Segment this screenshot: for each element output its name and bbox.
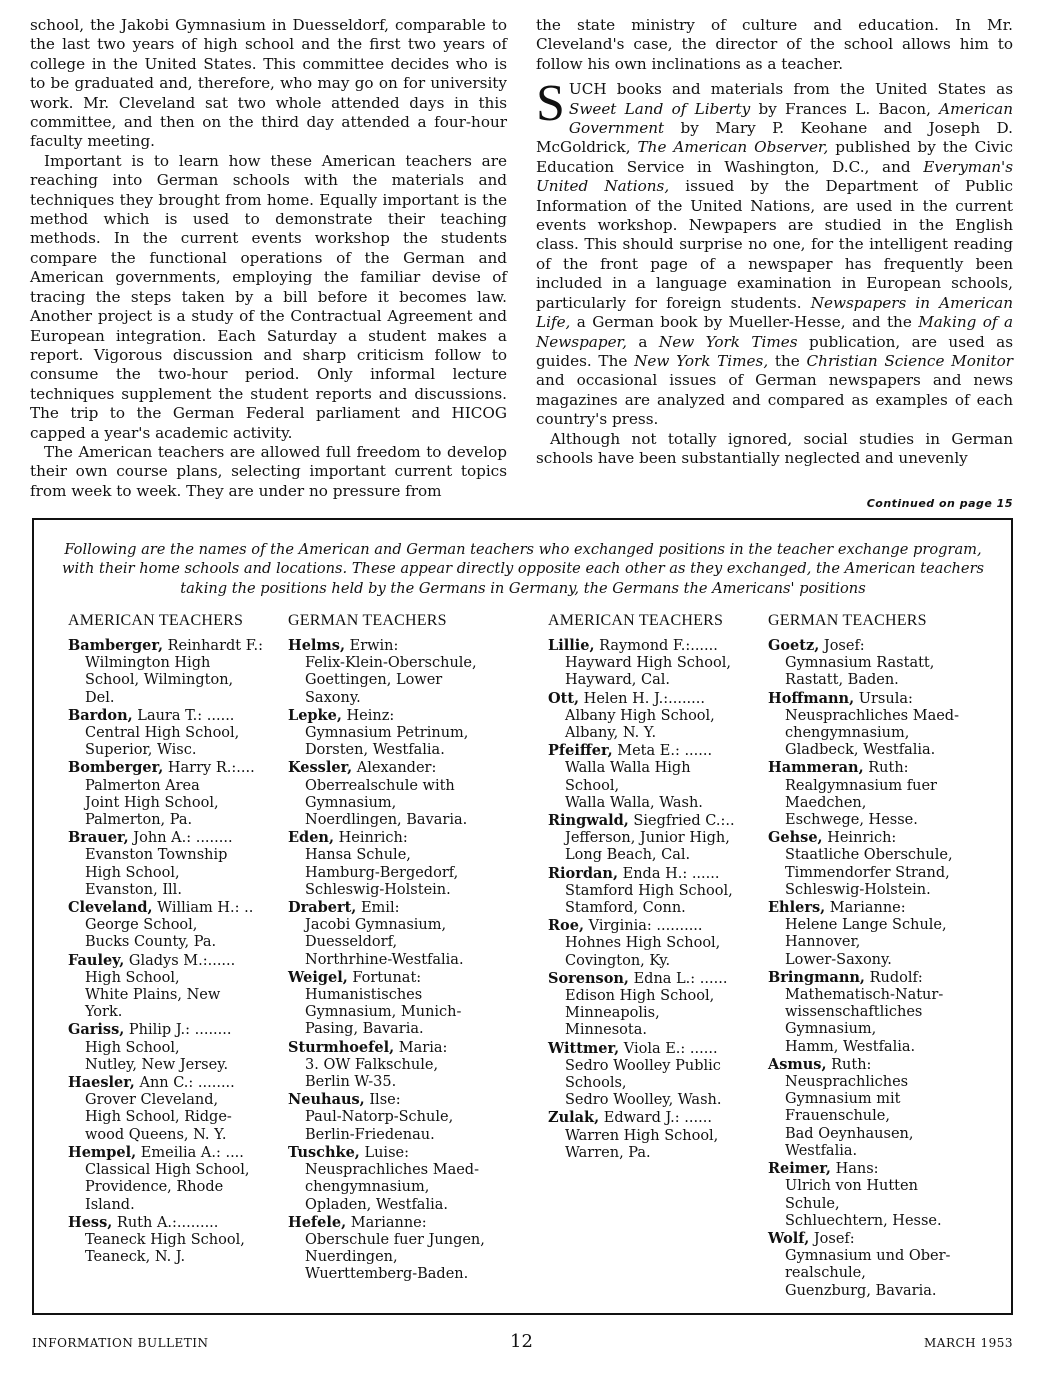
german-teachers-column-2 [768, 612, 959, 1300]
teacher-name [288, 1144, 485, 1162]
german-teachers-header: GERMAN TEACHERS [288, 612, 447, 629]
teacher-name [68, 1074, 263, 1092]
school-location-line: Nutley, New Jersey. [85, 1056, 229, 1073]
teacher-surname: Goetz, [768, 637, 820, 654]
teacher-given-name: Ann C.: ........ [134, 1075, 235, 1092]
school-location-line: Evanston, Ill. [85, 881, 182, 898]
teacher-name [768, 899, 959, 917]
teacher-name [548, 1109, 735, 1127]
school-location-line: Rastatt, Baden. [785, 672, 899, 689]
teacher-name [68, 899, 263, 917]
teacher-given-name: Siegfried C.:.. [628, 813, 735, 830]
teacher-name [68, 707, 263, 725]
school-location-line: Neusprachliches [785, 1074, 909, 1091]
teacher-entry [288, 759, 485, 829]
teacher-given-name: Heinrich: [334, 830, 408, 847]
teacher-name [288, 899, 485, 917]
teacher-name [68, 759, 263, 777]
teacher-given-name: Enda H.: ...... [618, 865, 720, 882]
school-location-line: Saxony. [305, 689, 361, 706]
school-location-line: Oberrealschule with [305, 777, 455, 794]
teacher-entry [288, 707, 485, 760]
teacher-surname: Hess, [68, 1213, 113, 1231]
teacher-name [288, 637, 485, 655]
teacher-name [548, 690, 735, 708]
teacher-surname: Zulak, [548, 1109, 600, 1127]
school-location-line: Pasing, Bavaria. [305, 1021, 424, 1038]
school-location-line: Schleswig-Holstein. [785, 881, 931, 898]
teacher-name [68, 1144, 263, 1162]
school-location-line: Superior, Wisc. [85, 742, 197, 759]
teacher-name [548, 970, 735, 988]
school-location-line: York. [85, 1004, 123, 1021]
school-location-line: High School, [85, 864, 180, 881]
teacher-entry [68, 1074, 263, 1144]
teacher-surname: Roe, [548, 917, 584, 935]
teacher-name [548, 637, 735, 655]
school-location-line: High School, [85, 1039, 180, 1056]
teacher-name [288, 969, 485, 987]
school-location-line: Island. [85, 1196, 135, 1213]
teacher-given-name: Meta E.: ...... [612, 743, 713, 760]
teacher-entry [68, 759, 263, 829]
teacher-surname: Hempel, [68, 1143, 137, 1161]
teacher-surname: Eden, [288, 829, 335, 847]
continued-note: Continued on page 15 [866, 497, 1013, 510]
teacher-given-name: Gladys M.:...... [124, 952, 236, 969]
school-location-line: Palmerton, Pa. [85, 812, 193, 829]
teacher-surname: Bomberger, [68, 759, 164, 777]
teacher-given-name: Philip J.: ........ [124, 1022, 232, 1039]
teacher-surname: Wolf, [768, 1229, 810, 1247]
school-location-line: Schluechtern, Hesse. [785, 1212, 942, 1229]
teacher-name [768, 690, 959, 708]
teacher-entry [288, 1144, 485, 1214]
teacher-surname: Hefele, [288, 1213, 347, 1231]
teacher-entry [548, 865, 735, 918]
teacher-given-name: Luise: [359, 1144, 409, 1161]
school-location-line: Timmendorfer Strand, [785, 864, 950, 881]
school-location-line: Wuerttemberg-Baden. [305, 1266, 469, 1283]
teacher-surname: Sturmhoefel, [288, 1038, 395, 1056]
teacher-entry [68, 899, 263, 952]
school-location-line: Sedro Woolley, Wash. [565, 1092, 722, 1109]
school-location-line: 3. OW Falkschule, [305, 1056, 439, 1073]
american-teachers-column-2 [548, 612, 735, 1162]
school-location-line: Gymnasium mit [785, 1091, 901, 1108]
teacher-surname: Gariss, [68, 1021, 125, 1039]
teacher-entry [768, 829, 959, 899]
school-location-line: Walla Walla High [565, 760, 691, 777]
teacher-given-name: Josef: [809, 1230, 855, 1247]
teacher-surname: Wittmer, [548, 1039, 620, 1057]
school-location-line: Neusprachliches Maed- [305, 1162, 479, 1179]
teacher-surname: Ringwald, [548, 812, 629, 830]
school-location-line: Stamford High School, [565, 882, 733, 899]
school-location-line: Long Beach, Cal. [565, 847, 691, 864]
teacher-name [768, 1056, 959, 1074]
teacher-entry [288, 829, 485, 899]
teacher-name [768, 1230, 959, 1248]
school-location-line: Teaneck, N. J. [85, 1249, 186, 1266]
teacher-surname: Cleveland, [68, 899, 153, 917]
school-location-line: Jefferson, Junior High, [565, 830, 730, 847]
teacher-entry [68, 707, 263, 760]
school-location-line: Minneapolis, [565, 1005, 660, 1022]
school-location-line: wood Queens, N. Y. [85, 1126, 227, 1143]
publication-name: INFORMATION BULLETIN [32, 1336, 209, 1350]
school-location-line: Hannover, [785, 934, 861, 951]
school-location-line: Stamford, Conn. [565, 900, 686, 917]
teacher-surname: Neuhaus, [288, 1091, 365, 1109]
german-teachers-header: GERMAN TEACHERS [768, 612, 927, 629]
school-location-line: Westfalia. [785, 1142, 858, 1159]
school-location-line: Staatliche Oberschule, [785, 847, 953, 864]
teacher-entry [548, 637, 735, 690]
school-location-line: Noerdlingen, Bavaria. [305, 812, 468, 829]
teacher-entry [288, 969, 485, 1039]
teacher-entry [68, 1214, 263, 1267]
school-location-line: White Plains, New [85, 987, 221, 1004]
teacher-given-name: Ruth: [826, 1056, 872, 1073]
teacher-entry [768, 1056, 959, 1160]
school-location-line: Gymnasium, [785, 1021, 877, 1038]
teacher-given-name: Rudolf: [864, 969, 923, 986]
teacher-entry [548, 812, 735, 865]
teacher-surname: Gehse, [768, 829, 823, 847]
teacher-name [768, 1160, 959, 1178]
teacher-given-name: Hans: [830, 1161, 879, 1178]
teacher-surname: Tuschke, [288, 1143, 360, 1161]
teacher-given-name: Emeilia A.: .... [136, 1144, 244, 1161]
teacher-surname: Weigel, [288, 968, 348, 986]
teacher-given-name: Heinz: [341, 707, 395, 724]
teacher-surname: Reimer, [768, 1160, 831, 1178]
teacher-name [548, 917, 735, 935]
teacher-name [548, 812, 735, 830]
teacher-given-name: William H.: .. [152, 900, 254, 917]
school-location-line: chengymnasium, [785, 725, 910, 742]
school-location-line: realschule, [785, 1265, 866, 1282]
teacher-surname: Bardon, [68, 706, 133, 724]
school-location-line: Hayward, Cal. [565, 672, 670, 689]
school-location-line: Gymnasium, Munich- [305, 1004, 462, 1021]
teacher-surname: Brauer, [68, 829, 129, 847]
school-location-line: Felix-Klein-Oberschule, [305, 655, 477, 672]
german-teachers-column-1 [288, 612, 485, 1284]
teacher-entry [548, 970, 735, 1040]
school-location-line: Providence, Rhode [85, 1179, 224, 1196]
article-column-right [536, 16, 1013, 468]
teacher-name [288, 1039, 485, 1057]
teacher-surname: Haesler, [68, 1074, 135, 1092]
teacher-entry [288, 899, 485, 969]
school-location-line: Duesseldorf, [305, 934, 398, 951]
school-location-line: Guenzburg, Bavaria. [785, 1282, 937, 1299]
school-location-line: School, [565, 777, 620, 794]
school-location-line: Dorsten, Westfalia. [305, 742, 445, 759]
teacher-name [68, 1214, 263, 1232]
school-location-line: Frauenschule, [785, 1108, 890, 1125]
teacher-given-name: Reinhardt F.: [163, 638, 264, 654]
school-location-line: Bucks County, Pa. [85, 934, 217, 951]
teacher-given-name: Fortunat: [347, 969, 422, 986]
teacher-entry [288, 1091, 485, 1144]
school-location-line: Wilmington High [85, 655, 211, 672]
teacher-surname: Sorenson, [548, 969, 629, 987]
teacher-surname: Hammeran, [768, 759, 864, 777]
teacher-entry [548, 1109, 735, 1162]
teacher-entry [548, 1040, 735, 1110]
teacher-name [68, 952, 263, 970]
school-location-line: Lower-Saxony. [785, 951, 892, 968]
school-location-line: Jacobi Gymnasium, [305, 917, 447, 934]
school-location-line: Helene Lange Schule, [785, 917, 947, 934]
teacher-name [768, 759, 959, 777]
article-paragraph: Although not totally ignored, social studies in German schools have been substantially neglected and unevenly [536, 429, 1013, 467]
article-paragraph: school, the Jakobi Gymnasium in Duesseldorf, comparable to the last two years of high school and the first two years of college in the United States. This committee decides who is to be graduated and, therefore, who may go on for university work. Mr. Cleveland sat two whole attended days in this committee, and then on the third day attended a four-hour faculty meeting. [30, 16, 507, 151]
teacher-name [288, 759, 485, 777]
school-location-line: Humanistisches [305, 987, 423, 1004]
teacher-name [288, 707, 485, 725]
american-teachers-column-1 [68, 612, 263, 1266]
school-location-line: Mathematisch-Natur- [785, 987, 944, 1004]
teacher-given-name: Heinrich: [822, 830, 897, 847]
school-location-line: Gladbeck, Westfalia. [785, 742, 936, 759]
teacher-entry [68, 1144, 263, 1214]
teacher-entry [548, 690, 735, 743]
teacher-entry [68, 829, 263, 899]
teacher-given-name: Ruth A.:......... [112, 1214, 219, 1231]
teacher-surname: Pfeiffer, [548, 742, 613, 760]
teacher-entry [288, 637, 485, 707]
issue-date: MARCH 1953 [924, 1336, 1013, 1350]
teacher-given-name: Marianne: [346, 1214, 427, 1231]
school-location-line: Gymnasium Rastatt, [785, 655, 935, 672]
teacher-given-name: Ilse: [364, 1092, 401, 1109]
article-paragraph: The American teachers are allowed full freedom to develop their own course plans, selecting important current topics from week to week. They are under no pressure from [30, 442, 507, 500]
dropcap-paragraph-text: UCH books and materials from the United States as Sweet Land of Liberty by Frances L. Bacon, American Government by Mary P. Keohane and Joseph D. McGoldrick, The American Observer, published by the Civic Education Service in Washington, D.C., and Everyman's United Nations, issued by the Department of Public Information of the United Nations, are used in the current events workshop. Newpapers are studied in the English class. This should surprise no one, for the intelligent reading of the front page of a newspaper has frequently been included in a language examination in European schools, particularly for foreign students. Newspapers in American Life, a German book by Mueller-Hesse, and the Making of a Newspaper, a New York Times publication, are used as guides. The New York Times, the Christian Science Monitor and occasional issues of German newspapers and news magazines are analyzed and compared as examples of each country's press. [536, 80, 1014, 429]
teacher-entry [548, 917, 735, 970]
school-location-line: chengymnasium, [305, 1179, 430, 1196]
school-location-line: Neusprachliches Maed- [785, 707, 959, 724]
school-location-line: Evanston Township [85, 847, 228, 864]
drop-cap-letter: S [536, 75, 565, 133]
teacher-name [68, 1021, 263, 1039]
teacher-surname: Bringmann, [768, 968, 865, 986]
school-location-line: Hamburg-Bergedorf, [305, 864, 459, 881]
school-location-line: Albany, N. Y. [565, 725, 657, 742]
school-location-line: Teaneck High School, [85, 1231, 245, 1248]
teacher-entry [548, 742, 735, 812]
teacher-name [548, 742, 735, 760]
teacher-exchange-box [32, 518, 1013, 1315]
teacher-entry [768, 969, 959, 1056]
teacher-surname: Lepke, [288, 706, 342, 724]
school-location-line: Gymnasium Petrinum, [305, 725, 469, 742]
teacher-entry [768, 637, 959, 690]
school-location-line: George School, [85, 917, 198, 934]
school-location-line: Edison High School, [565, 988, 715, 1005]
school-location-line: Joint High School, [85, 794, 219, 811]
teacher-given-name: Ruth: [863, 760, 909, 777]
teacher-name [548, 865, 735, 883]
teacher-entry [68, 637, 263, 707]
school-location-line: Palmerton Area [85, 777, 200, 794]
school-location-line: Schools, [565, 1075, 627, 1092]
teacher-entry [768, 690, 959, 760]
school-location-line: Oberschule fuer Jungen, [305, 1231, 485, 1248]
school-location-line: Grover Cleveland, [85, 1092, 219, 1109]
school-location-line: Berlin W-35. [305, 1074, 397, 1091]
teacher-given-name: Erwin: [345, 638, 399, 654]
school-location-line: Minnesota. [565, 1022, 647, 1039]
teacher-name [68, 829, 263, 847]
teacher-given-name: Helen H. J.:........ [579, 690, 705, 707]
teacher-name [768, 969, 959, 987]
teacher-entry [288, 1214, 485, 1284]
school-location-line: Opladen, Westfalia. [305, 1196, 448, 1213]
school-location-line: Ulrich von Hutten [785, 1178, 918, 1195]
teacher-surname: Asmus, [768, 1055, 827, 1073]
teacher-surname: Riordan, [548, 864, 618, 882]
teacher-given-name: Josef: [819, 638, 865, 654]
school-location-line: Gymnasium und Ober- [785, 1248, 951, 1265]
school-location-line: Nuerdingen, [305, 1249, 398, 1266]
school-location-line: Gymnasium, [305, 794, 397, 811]
school-location-line: Hansa Schule, [305, 847, 411, 864]
teacher-surname: Hoffmann, [768, 689, 855, 707]
teacher-entry [768, 759, 959, 829]
school-location-line: Hayward High School, [565, 655, 731, 672]
school-location-line: Warren High School, [565, 1127, 719, 1144]
article-paragraph: the state ministry of culture and education. In Mr. Cleveland's case, the director of the school allows him to follow his own inclinations as a teacher. [536, 16, 1013, 73]
school-location-line: Warren, Pa. [565, 1144, 651, 1161]
teacher-name [548, 1040, 735, 1058]
school-location-line: School, Wilmington, [85, 672, 234, 689]
school-location-line: Walla Walla, Wash. [565, 794, 703, 811]
teacher-name [288, 1214, 485, 1232]
teacher-given-name: Edna L.: ...... [628, 970, 728, 987]
school-location-line: Maedchen, [785, 794, 867, 811]
teacher-name [288, 829, 485, 847]
teacher-entry [768, 899, 959, 969]
teacher-given-name: Maria: [394, 1039, 448, 1056]
teacher-given-name: Raymond F.:...... [594, 638, 718, 654]
teacher-surname: Fauley, [68, 951, 125, 969]
teacher-entry [68, 952, 263, 1022]
school-location-line: High School, [85, 969, 180, 986]
school-location-line: Schule, [785, 1195, 840, 1212]
school-location-line: Goettingen, Lower [305, 672, 443, 689]
teacher-name [768, 829, 959, 847]
teacher-surname: Bamberger, [68, 637, 163, 654]
teacher-given-name: Viola E.: ...... [619, 1040, 718, 1057]
teacher-surname: Drabert, [288, 899, 357, 917]
american-teachers-header: AMERICAN TEACHERS [68, 612, 244, 629]
teacher-surname: Ott, [548, 689, 580, 707]
school-location-line: Albany High School, [565, 707, 715, 724]
teacher-given-name: Emil: [356, 900, 400, 917]
teacher-entry [768, 1230, 959, 1300]
school-location-line: Eschwege, Hesse. [785, 812, 918, 829]
teacher-surname: Ehlers, [768, 899, 826, 917]
article-column-left [30, 16, 507, 501]
teacher-name [288, 1091, 485, 1109]
article-paragraph-dropcap [536, 75, 1014, 429]
teacher-given-name: Harry R.:.... [163, 760, 255, 777]
school-location-line: Schleswig-Holstein. [305, 881, 451, 898]
teacher-given-name: Ursula: [854, 690, 913, 707]
school-location-line: Paul-Natorp-Schule, [305, 1109, 454, 1126]
school-location-line: Classical High School, [85, 1162, 250, 1179]
school-location-line: Bad Oeynhausen, [785, 1125, 914, 1142]
american-teachers-header: AMERICAN TEACHERS [548, 612, 724, 629]
teacher-name [68, 637, 263, 655]
article-paragraph: Important is to learn how these American teachers are reaching into German schools with the materials and techniques they brought from home. Equally important is the method which is used to demonstrate their teaching methods. In the current events workshop the students compare the functional operations of the German and American governments, employing the familiar devise of tracing the steps taken by a bill before it becomes law. Another project is a study of the Contractual Agreement and European integration. Each Saturday a student makes a report. Vigorous discussion and sharp criticism follow to consume the two-hour period. Only informal lecture techniques supplement the student reports and discussions. The trip to the German Federal parliament and HICOG capped a year's academic activity. [30, 151, 507, 442]
school-location-line: Central High School, [85, 725, 240, 742]
school-location-line: Del. [85, 689, 115, 706]
teacher-list-intro: Following are the names of the American and German teachers who exchanged positions in the teacher exchange program, with their home schools and locations. These appear directly opposite each other as they exchanged, the American teachers taking the positions held by the Germans in Germany, the Germans the Americans' positions [61, 541, 985, 597]
school-location-line: Northrhine-Westfalia. [305, 951, 464, 968]
school-location-line: Hohnes High School, [565, 935, 721, 952]
school-location-line: High School, Ridge- [85, 1109, 232, 1126]
teacher-given-name: Edward J.: ...... [599, 1110, 712, 1127]
teacher-given-name: Laura T.: ...... [132, 707, 235, 724]
teacher-name [768, 637, 959, 655]
school-location-line: wissenschaftliches [785, 1004, 923, 1021]
teacher-entry [68, 1021, 263, 1074]
page-number: 12 [510, 1331, 533, 1352]
school-location-line: Sedro Woolley Public [565, 1057, 721, 1074]
teacher-surname: Lillie, [548, 637, 595, 654]
school-location-line: Hamm, Westfalia. [785, 1038, 916, 1055]
teacher-given-name: Virginia: .......... [584, 918, 703, 935]
teacher-given-name: Marianne: [825, 900, 906, 917]
teacher-given-name: Alexander: [352, 760, 437, 777]
teacher-given-name: John A.: ........ [128, 830, 233, 847]
school-location-line: Berlin-Friedenau. [305, 1126, 435, 1143]
school-location-line: Realgymnasium fuer [785, 777, 937, 794]
teacher-entry [288, 1039, 485, 1092]
teacher-surname: Helms, [288, 637, 345, 654]
teacher-entry [768, 1160, 959, 1230]
teacher-surname: Kessler, [288, 759, 353, 777]
school-location-line: Covington, Ky. [565, 952, 671, 969]
